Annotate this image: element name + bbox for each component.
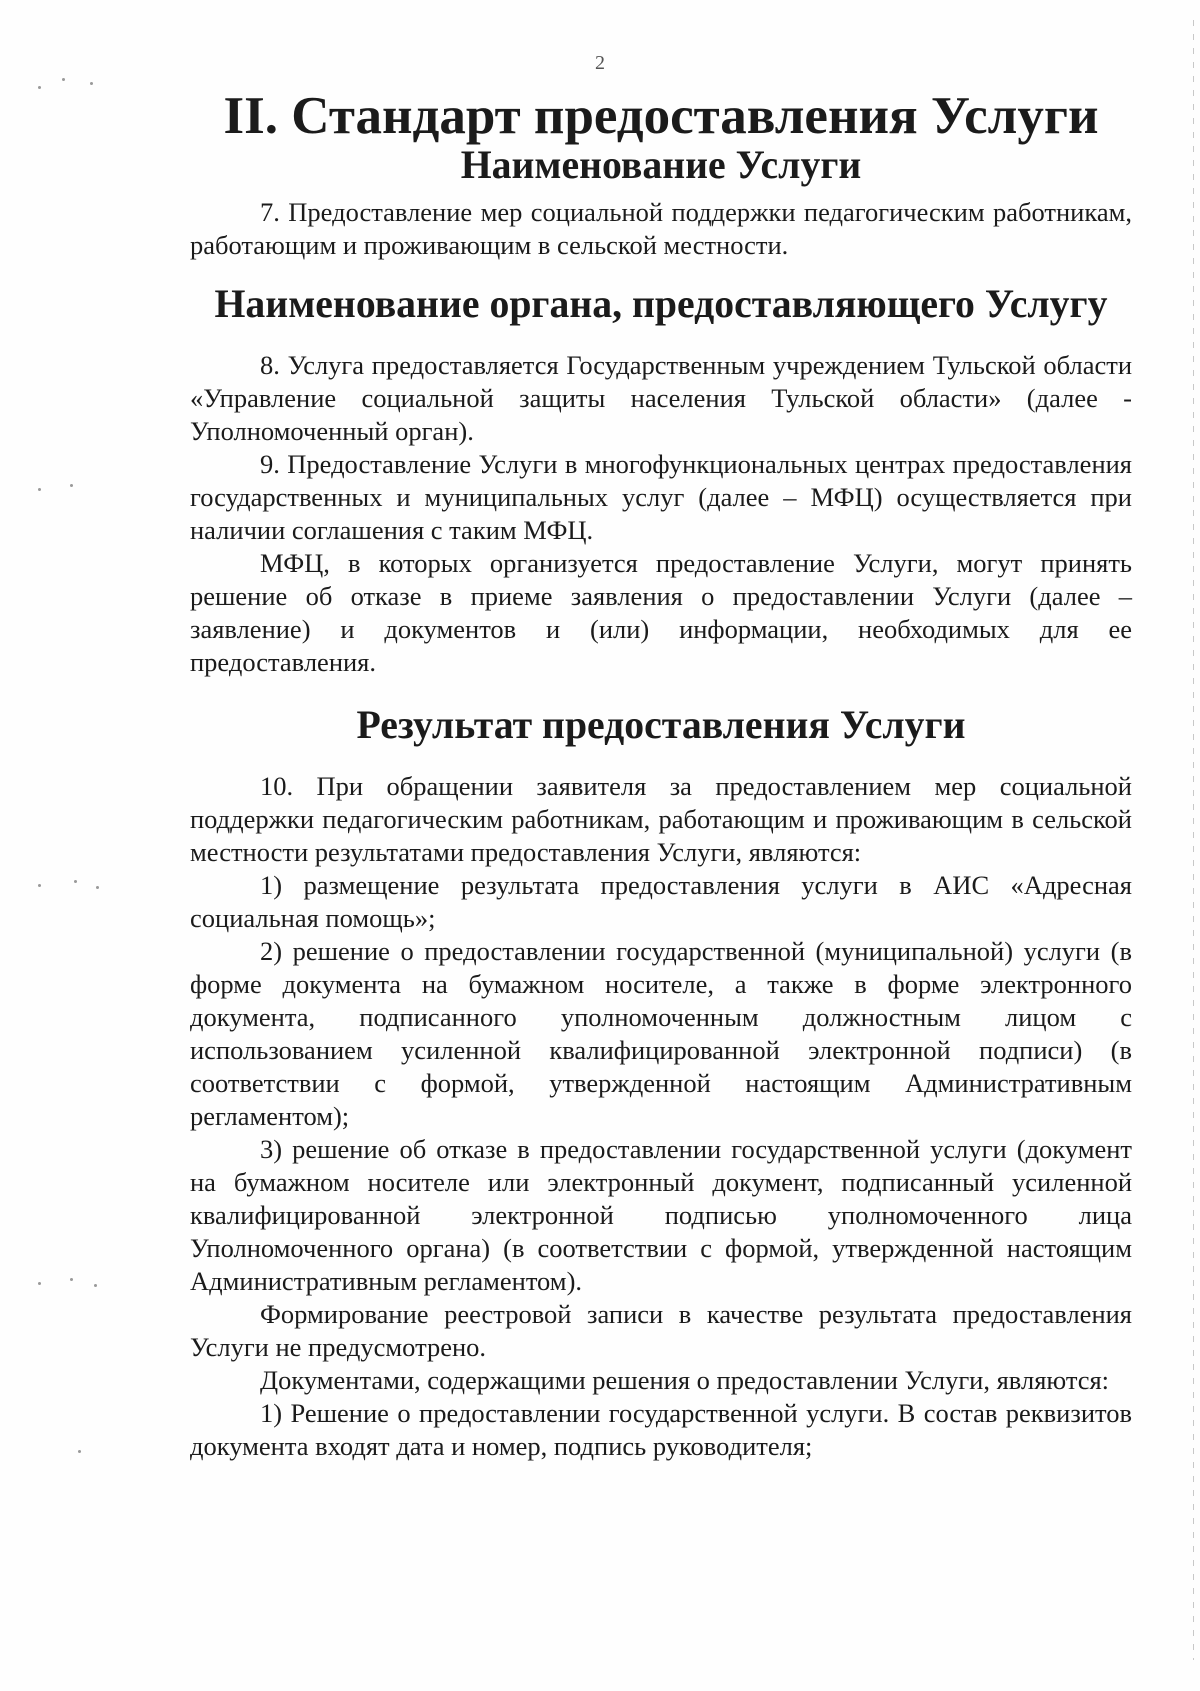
result-heading: Результат предоставления Услуги	[356, 703, 966, 747]
organ-heading: Наименование органа, предоставляющего Услугу	[214, 282, 1108, 326]
paragraph-10-item-3: 3) решение об отказе в предоставлении государственной услуги (документ на бумажном носителе или электронный документ, подписанный усиленной квалифицированной электронной подписью уполномоченного лица Уполномоченного органа) (в соответствии с формой, утвержденной настоящим Административным регламентом).	[190, 1134, 1132, 1296]
scan-artifact-mark	[96, 886, 99, 889]
paragraph-10-item-2: 2) решение о предоставлении государственной (муниципальной) услуги (в форме документа на бумажном носителе, а также в форме электронного документа, подписанного уполномоченным должностным лицом с использованием усиленной квалифицированной электронной подписи) (в соответствии с формой, утвержденной настоящим Административным регламентом);	[190, 936, 1132, 1131]
scan-artifact-mark	[94, 1284, 97, 1287]
scan-artifact-mark	[38, 884, 41, 887]
section-heading: II. Стандарт предоставления Услуги	[223, 87, 1099, 145]
scan-artifact-mark	[38, 86, 41, 89]
document-body	[190, 87, 1132, 1463]
paragraph-9-mfc: МФЦ, в которых организуется предоставление Услуги, могут принять решение об отказе в приеме заявления о предоставлении Услуги (далее – заявление) и документов и (или) информации, необходимых для ее предоставления.	[190, 548, 1132, 677]
scan-artifact-mark	[90, 82, 93, 85]
paragraph-documents: Документами, содержащими решения о предоставлении Услуги, являются:	[260, 1365, 1110, 1395]
scan-artifact-mark	[78, 1450, 81, 1453]
scan-artifact-mark	[70, 484, 73, 487]
scan-artifact-mark	[74, 880, 77, 883]
scan-artifact-mark	[38, 1282, 41, 1285]
page-number: 2	[595, 52, 605, 74]
scan-artifact-mark	[62, 78, 65, 81]
paragraph-7: 7. Предоставление мер социальной поддержки педагогическим работникам, работающим и проживающим в сельской местности.	[190, 197, 1132, 260]
scan-edge-line	[1193, 20, 1194, 1660]
scan-artifact-mark	[70, 1278, 73, 1281]
paragraph-8: 8. Услуга предоставляется Государственным учреждением Тульской области «Управление социальной защиты населения Тульской области» (далее - Уполномоченный орган).	[190, 350, 1132, 446]
paragraph-documents-item-1: 1) Решение о предоставлении государственной услуги. В состав реквизитов документа входят дата и номер, подпись руководителя;	[190, 1398, 1132, 1461]
paragraph-registry: Формирование реестровой записи в качестве результата предоставления Услуги не предусмотрено.	[190, 1299, 1132, 1362]
service-name-heading: Наименование Услуги	[460, 143, 862, 187]
paragraph-10-item-1: 1) размещение результата предоставления услуги в АИС «Адресная социальная помощь»;	[190, 870, 1132, 933]
paragraph-10: 10. При обращении заявителя за предоставлением мер социальной поддержки педагогическим работникам, работающим и проживающим в сельской местности результатами предоставления Услуги, являются:	[190, 771, 1132, 867]
paragraph-9: 9. Предоставление Услуги в многофункциональных центрах предоставления государственных и муниципальных услуг (далее – МФЦ) осуществляется при наличии соглашения с таким МФЦ.	[190, 449, 1132, 545]
scan-artifact-mark	[38, 488, 41, 491]
